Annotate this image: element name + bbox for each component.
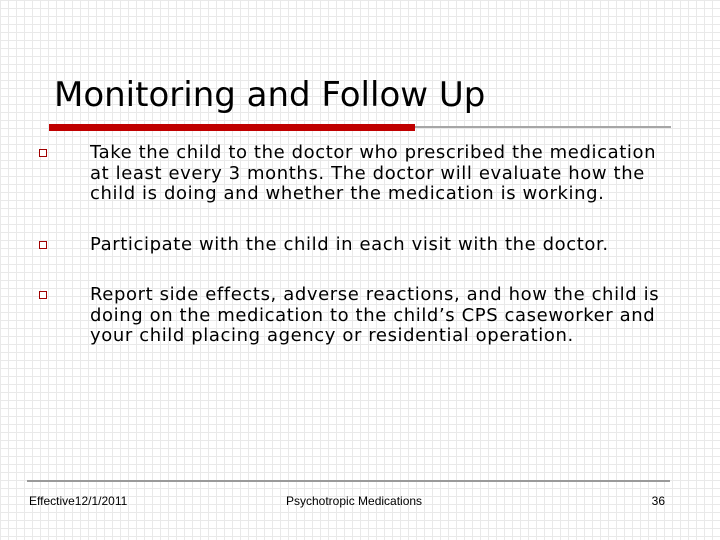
page-number: 36	[651, 494, 665, 508]
title-underline-accent	[49, 124, 415, 131]
title-underline-thin	[415, 126, 671, 128]
bullet-item	[38, 285, 678, 347]
hollow-square-bullet-icon	[39, 291, 47, 299]
slide-title: Monitoring and Follow Up	[54, 75, 486, 115]
footer-effective-date: Effective12/1/2011	[29, 494, 128, 508]
bullet-text: Participate with the child in each visit with the doctor.	[90, 233, 609, 255]
footer-title: Psychotropic Medications	[286, 494, 423, 508]
hollow-square-bullet-icon	[39, 241, 47, 249]
bullet-list	[38, 143, 678, 347]
bullet-text: Report side effects, adverse reactions, and how the child is doing on the medication to the child’s CPS caseworker and your child placing agency or residential operation.	[90, 284, 660, 346]
bullet-item	[38, 235, 678, 256]
bullet-item	[38, 143, 678, 205]
footer-divider	[27, 480, 670, 482]
bullet-text: Take the child to the doctor who prescribed the medication at least every 3 months. The doctor will evaluate how the child is doing and whether the medication is working.	[90, 142, 657, 204]
hollow-square-bullet-icon	[39, 149, 47, 157]
